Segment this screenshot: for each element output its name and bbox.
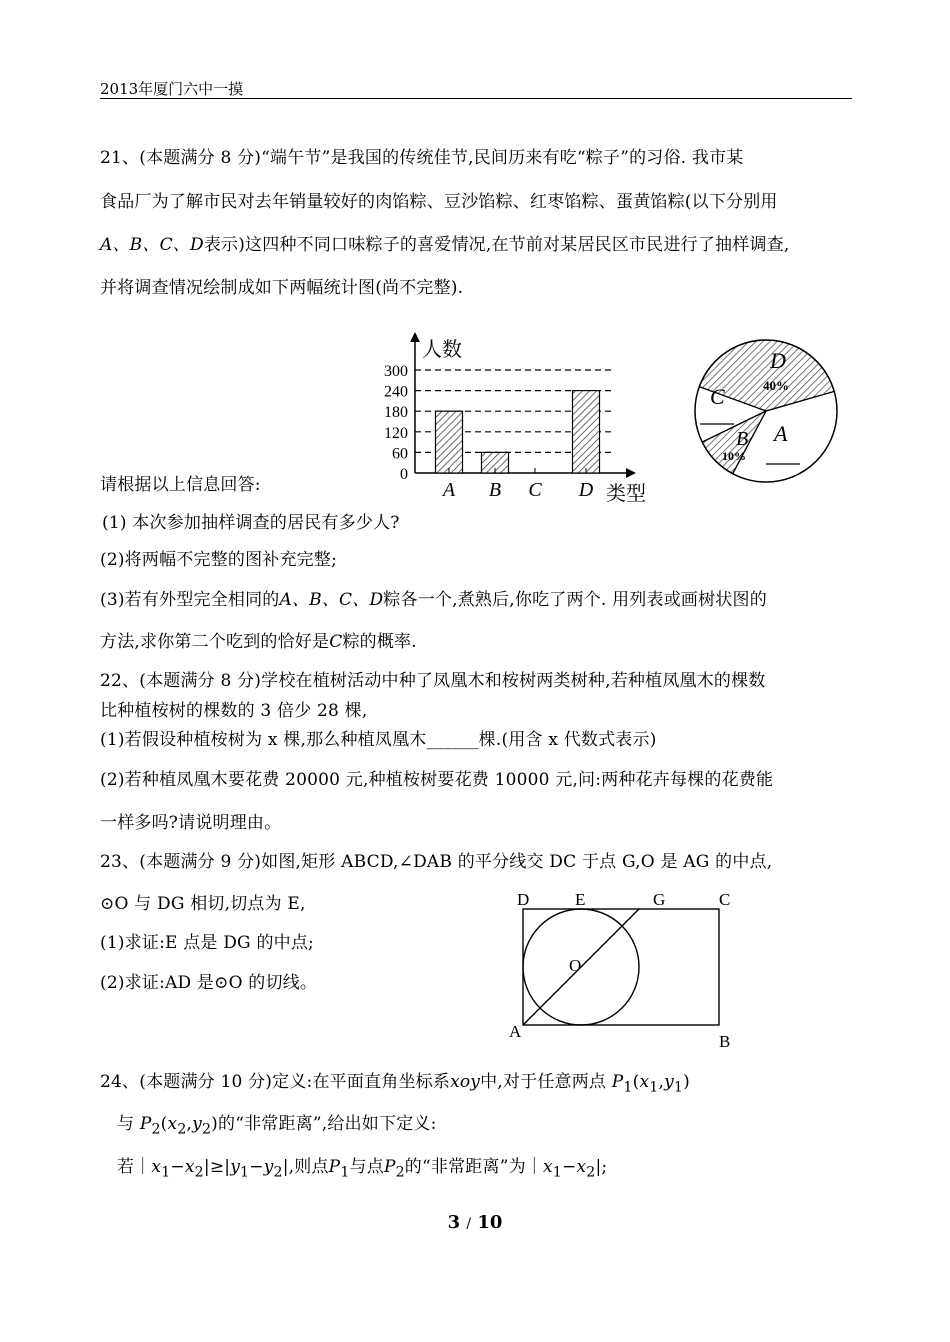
q22-sub-1: (1)若假设种植桉树为 x 棵,那么种植凤凰木______棵.(用含 x 代数式表示)	[100, 730, 657, 750]
label-c: C	[719, 890, 731, 909]
q24-line-3-a: 若	[117, 1157, 135, 1177]
geometry-figure	[505, 885, 750, 1055]
q24-line-1-a: 24、(本题满分 10 分)定义:在平面直角坐标系	[100, 1072, 451, 1092]
q21-line-2: 食品厂为了解市民对去年销量较好的肉馅粽、豆沙馅粽、红枣馅粽、蛋黄馅粽(以下分别用	[100, 192, 778, 212]
q24-line-2-a: 与	[117, 1114, 135, 1134]
q21-line-1: 21、(本题满分 8 分)“端午节”是我国的传统佳节,民间历来有吃“粽子”的习俗. 我市某	[100, 148, 744, 168]
page-sep: /	[466, 1216, 472, 1232]
q21-sub-1: (1) 本次参加抽样调查的居民有多少人?	[102, 513, 400, 533]
label-o: O	[569, 956, 582, 975]
q22-line-2: 比种植桉树的棵数的 3 倍少 28 棵,	[100, 701, 368, 721]
q24-line-1: 24、(本题满分 10 分)定义:在平面直角坐标系xoy中,对于任意两点 $P_1(x_1,y_1)$	[100, 1072, 690, 1096]
pie-slice-b	[702, 411, 766, 474]
bar-a	[436, 411, 463, 473]
q24-line-2: 与 $P_2(x_2,y_2)$的“非常距离”,给出如下定义:	[117, 1114, 437, 1138]
q24-line-3-c: 与点	[349, 1157, 384, 1177]
bar-d	[573, 391, 600, 473]
q22-sub-3: 一样多吗?请说明理由。	[100, 813, 282, 833]
page-number	[0, 1212, 950, 1233]
pie-pct-d: 40%	[763, 378, 789, 393]
pie-pct-b: 10%	[722, 449, 746, 463]
q21-sub-3-b: 粽各一个,煮熟后,你吃了两个. 用列表或画树状图的	[383, 590, 767, 610]
q21-sub-4-a: 方法,求你第二个吃到的恰好是	[100, 632, 330, 652]
q21-line-4: 并将调查情况绘制成如下两幅统计图(尚不完整).	[100, 278, 464, 298]
bar-chart	[360, 330, 660, 505]
q23-line-1: 23、(本题满分 9 分)如图,矩形 ABCD,∠DAB 的平分线交 DC 于点 G,O 是 AG 的中点,	[100, 852, 773, 872]
bar-ylabel: 人数	[422, 339, 462, 361]
bar-yticks	[384, 363, 408, 483]
q21-prompt: 请根据以上信息回答:	[100, 475, 261, 495]
pie-label-a: A	[774, 421, 788, 446]
pie-label-d: D	[770, 348, 786, 373]
q22-sub-2: (2)若种植凤凰木要花费 20000 元,种植桉树要花费 10000 元,问:两种花卉每棵的花费能	[100, 770, 774, 790]
pie-label-c: C	[710, 384, 725, 409]
ytick-60: 60	[392, 445, 408, 463]
q21-sub-4-b: 粽的概率.	[342, 632, 417, 652]
category-a: A	[442, 479, 456, 501]
label-e: E	[575, 890, 586, 909]
q21-sub-2: (2)将两幅不完整的图补充完整;	[100, 550, 338, 570]
ytick-120: 120	[384, 424, 408, 442]
header-rule	[100, 98, 852, 99]
label-d: D	[517, 890, 530, 909]
q24-xoy: xoy	[450, 1072, 481, 1092]
label-g: G	[653, 890, 666, 909]
q21-sub-4-letter: C	[329, 632, 343, 652]
q24-line-3-d: 的“非常距离”为	[404, 1157, 526, 1177]
label-a: A	[509, 1022, 522, 1041]
q21-sub-3	[100, 585, 767, 610]
q24-line-2-b: 的“非常距离”,给出如下定义:	[218, 1114, 437, 1134]
q24-line-3-b: ,则点	[288, 1157, 329, 1177]
category-d: D	[578, 479, 594, 501]
q21-sub-3-letters: A、B、C、D	[279, 590, 384, 610]
q22-line-1: 22、(本题满分 8 分)学校在植树活动中种了凤凰木和桉树两类树种,若种植凤凰木的棵数	[100, 671, 766, 691]
q24-line-1-b: 中,对于任意两点	[480, 1072, 607, 1092]
label-b: B	[719, 1032, 731, 1051]
page-total: 10	[477, 1212, 503, 1233]
q21-line-3	[100, 230, 789, 255]
running-header: 2013年厦门六中一摸	[100, 80, 244, 98]
q21-letters: A、B、C、D	[100, 235, 204, 255]
ytick-300: 300	[384, 363, 408, 380]
x-axis-arrow	[626, 468, 636, 478]
q24-line-3: 若$|x_1-x_2|\ge|y_1-y_2|$,则点$P_1$与点$P_2$的“非常距离”为$|x_1-x_2|$;	[117, 1157, 608, 1181]
q24-line-3-e: ;	[601, 1157, 608, 1177]
ytick-240: 240	[384, 383, 408, 401]
pie-label-b: B	[736, 428, 749, 450]
ytick-0: 0	[400, 466, 408, 483]
bar-xlabel: 类型	[606, 483, 646, 505]
q21-line-3-rest: 表示)这四种不同口味粽子的喜爱情况,在节前对某居民区市民进行了抽样调查,	[203, 235, 790, 255]
q21-sub-4	[100, 627, 417, 652]
ytick-180: 180	[384, 404, 408, 422]
page-current: 3	[447, 1212, 461, 1233]
category-c: C	[528, 479, 542, 501]
y-axis-arrow	[410, 332, 420, 342]
category-b: B	[488, 479, 502, 501]
q23-sub-2: (2)求证:AD 是⊙O 的切线。	[100, 973, 318, 993]
q23-sub-1: (1)求证:E 点是 DG 的中点;	[100, 933, 314, 953]
q21-sub-3-a: (3)若有外型完全相同的	[100, 590, 280, 610]
q23-line-2: ⊙O 与 DG 相切,切点为 E,	[100, 894, 306, 914]
pie-chart	[688, 338, 846, 490]
